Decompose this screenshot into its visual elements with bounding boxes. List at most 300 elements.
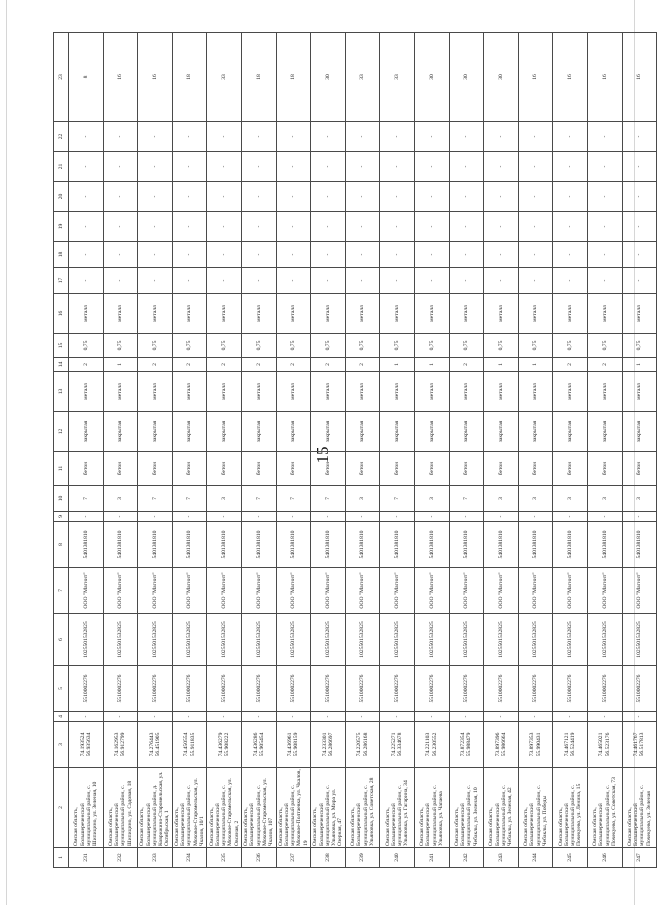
- table-cell: 5401381810: [449, 522, 484, 568]
- table-cell: ООО "Магнит": [622, 568, 657, 614]
- table-cell: -: [484, 182, 519, 212]
- table-cell: -: [484, 152, 519, 182]
- column-number-cell: 5: [54, 666, 69, 712]
- table-cell: металл: [172, 372, 207, 412]
- table-cell: 0,75: [518, 334, 553, 358]
- table-cell: 0,75: [449, 334, 484, 358]
- table-cell: -: [587, 712, 622, 722]
- table-cell: Омская область, Большереченский муниципальный район, с. Моховое-Старомельская, ул. Чкалов, 10/1: [172, 768, 207, 848]
- table-cell: -: [69, 182, 104, 212]
- table-cell: -: [69, 212, 104, 242]
- column-number-cell: 12: [54, 412, 69, 452]
- table-cell: 2: [172, 358, 207, 372]
- table-cell: 1: [414, 358, 449, 372]
- table-cell: металл: [207, 372, 242, 412]
- table-cell: 242: [449, 848, 484, 868]
- table-cell: -: [311, 182, 346, 212]
- table-cell: Омская область, Большереченский муниципальный район, с. Почекуево, ул. Зеленая: [622, 768, 657, 848]
- table-cell: -: [449, 512, 484, 522]
- table-cell: -: [587, 212, 622, 242]
- table-cell: 73.897353 55.990431: [518, 722, 553, 768]
- table-cell: бетон: [207, 452, 242, 486]
- table-cell: 5401381810: [172, 522, 207, 568]
- table-cell: -: [414, 182, 449, 212]
- table-cell: -: [587, 182, 622, 212]
- table-cell: 16: [138, 33, 173, 122]
- table-cell: 74.233301 56.286697: [311, 722, 346, 768]
- table-cell: -: [449, 242, 484, 268]
- table-cell: -: [69, 712, 104, 722]
- table-cell: Омская область, Большереченский муниципальный район, с. Ульяновка, ул. Мира ул. Озерная, 47: [311, 768, 346, 848]
- column-number-cell: 19: [54, 212, 69, 242]
- table-cell: -: [207, 268, 242, 294]
- table-cell: 1025501532825: [345, 614, 380, 666]
- table-cell: -: [553, 512, 588, 522]
- table-cell: 0,75: [587, 334, 622, 358]
- table-cell: -: [345, 512, 380, 522]
- table-cell: -: [518, 268, 553, 294]
- table-cell: 0,75: [69, 334, 104, 358]
- table-cell: закрытая: [553, 412, 588, 452]
- table-cell: металл: [622, 294, 657, 334]
- table-cell: 5510002276: [622, 666, 657, 712]
- table-cell: 0,75: [553, 334, 588, 358]
- table-cell: 7: [449, 486, 484, 512]
- table-cell: 7: [69, 486, 104, 512]
- table-cell: 239: [345, 848, 380, 868]
- table-cell: бетон: [311, 452, 346, 486]
- table-cell: -: [518, 242, 553, 268]
- table-cell: -: [172, 182, 207, 212]
- table-cell: 5510002276: [518, 666, 553, 712]
- table-cell: -: [587, 242, 622, 268]
- table-cell: металл: [587, 294, 622, 334]
- table-cell: 5510002276: [380, 666, 415, 712]
- table-cell: 5401381810: [414, 522, 449, 568]
- table-cell: 243: [484, 848, 519, 868]
- table-cell: -: [172, 268, 207, 294]
- column-number-cell: 23: [54, 33, 69, 122]
- table-cell: 5510002276: [172, 666, 207, 712]
- table-cell: 2: [345, 358, 380, 372]
- table-row: [518, 33, 553, 868]
- table-cell: 74.225271 56.334678: [380, 722, 415, 768]
- table-cell: металл: [103, 294, 138, 334]
- table-cell: -: [276, 212, 311, 242]
- table-cell: закрытая: [241, 412, 276, 452]
- table-cell: 3: [484, 486, 519, 512]
- table-cell: -: [138, 212, 173, 242]
- table-cell: Омская область, Большереченский муниципальный район, с. Почекуево, ул. Советская, 73: [587, 768, 622, 848]
- table-cell: ООО "Магнит": [241, 568, 276, 614]
- table-cell: бетон: [380, 452, 415, 486]
- table-cell: 1: [380, 358, 415, 372]
- table-cell: 2: [587, 358, 622, 372]
- table-cell: 233: [138, 848, 173, 868]
- table-cell: Омская область, Большереченский муниципальный район, с. Моховое-Старомельская, ул. Чкалов, 107: [241, 768, 276, 848]
- column-number-cell: 4: [54, 712, 69, 722]
- table-cell: -: [518, 512, 553, 522]
- table-cell: -: [449, 122, 484, 152]
- table-cell: 2: [449, 358, 484, 372]
- table-cell: бетон: [449, 452, 484, 486]
- table-cell: -: [207, 712, 242, 722]
- table-cell: металл: [138, 294, 173, 334]
- table-cell: бетон: [103, 452, 138, 486]
- table-row: [380, 33, 415, 868]
- table-cell: -: [69, 122, 104, 152]
- table-cell: -: [103, 512, 138, 522]
- table-cell: металл: [241, 294, 276, 334]
- table-cell: 5401381810: [69, 522, 104, 568]
- table-cell: -: [345, 152, 380, 182]
- table-cell: 74.450554 55.911835: [172, 722, 207, 768]
- table-cell: 18: [241, 33, 276, 122]
- table-cell: ООО "Магнит": [518, 568, 553, 614]
- table-cell: металл: [103, 372, 138, 412]
- column-number-cell: 21: [54, 152, 69, 182]
- table-cell: 74.276443 56.451905: [138, 722, 173, 768]
- table-cell: 5401381810: [587, 522, 622, 568]
- table-cell: бетон: [622, 452, 657, 486]
- table-cell: ООО "Магнит": [380, 568, 415, 614]
- table-cell: закрытая: [207, 412, 242, 452]
- table-cell: 2: [553, 358, 588, 372]
- table-cell: металл: [345, 294, 380, 334]
- table-cell: 3: [103, 486, 138, 512]
- table-cell: -: [241, 712, 276, 722]
- table-cell: -: [345, 712, 380, 722]
- table-cell: -: [553, 268, 588, 294]
- table-cell: -: [345, 122, 380, 152]
- table-cell: 1025501532825: [553, 614, 588, 666]
- table-cell: 1025501532825: [276, 614, 311, 666]
- table-cell: -: [622, 122, 657, 152]
- table-cell: металл: [345, 372, 380, 412]
- table-cell: -: [587, 268, 622, 294]
- table-cell: 2: [241, 358, 276, 372]
- table-cell: -: [207, 122, 242, 152]
- column-number-row: [54, 33, 69, 868]
- table-cell: 245: [553, 848, 588, 868]
- table-cell: 7: [380, 486, 415, 512]
- table-cell: 30: [484, 33, 519, 122]
- table-cell: закрытая: [138, 412, 173, 452]
- table-row: [207, 33, 242, 868]
- column-number-cell: 13: [54, 372, 69, 412]
- table-cell: 5401381810: [103, 522, 138, 568]
- table-cell: Омская область, Большереченский муниципальный район, д. Коврижино-Старомельская, ул. Октябрьская, 1: [138, 768, 173, 848]
- table-cell: -: [587, 152, 622, 182]
- table-cell: 0,75: [103, 334, 138, 358]
- table-cell: 74.221103 56.230552: [414, 722, 449, 768]
- table-cell: 1025501532825: [518, 614, 553, 666]
- table-cell: -: [69, 242, 104, 268]
- table-cell: 30: [311, 33, 346, 122]
- table-cell: Омская область, Большереченский муниципальный район, с. Моховое-Полтаевка, ул. Чкалов, 19: [277, 769, 309, 846]
- table-cell: -: [345, 268, 380, 294]
- table-cell: -: [138, 122, 173, 152]
- table-cell: 3: [518, 486, 553, 512]
- table-cell: металл: [380, 294, 415, 334]
- table-cell: 1: [622, 358, 657, 372]
- table-cell: 5510002276: [553, 666, 588, 712]
- table-cell: -: [380, 182, 415, 212]
- table-row: [449, 33, 484, 868]
- table-cell: 5401381810: [622, 522, 657, 568]
- table-cell: закрытая: [449, 412, 484, 452]
- table-cell: 5401381810: [276, 522, 311, 568]
- table-cell: -: [207, 212, 242, 242]
- table-cell: 5510002276: [449, 666, 484, 712]
- table-cell: 1025501532825: [587, 614, 622, 666]
- table-cell: ООО "Магнит": [484, 568, 519, 614]
- table-cell: -: [311, 122, 346, 152]
- column-number-cell: 8: [54, 522, 69, 568]
- table-cell: -: [138, 712, 173, 722]
- table-cell: металл: [276, 294, 311, 334]
- table-cell: 235: [207, 848, 242, 868]
- table-cell: закрытая: [622, 412, 657, 452]
- table-cell: 1025501532825: [622, 614, 657, 666]
- table-cell: 74.162953 56.912799: [103, 722, 138, 768]
- table-cell: -: [207, 152, 242, 182]
- table-cell: -: [587, 122, 622, 152]
- table-cell: -: [380, 242, 415, 268]
- table-cell: 1025501532825: [241, 614, 276, 666]
- table-cell: закрытая: [380, 412, 415, 452]
- table-cell: 5510002276: [103, 666, 138, 712]
- column-number-cell: 22: [54, 122, 69, 152]
- table-cell: бетон: [518, 452, 553, 486]
- table-cell: -: [172, 242, 207, 268]
- table-cell: металл: [449, 372, 484, 412]
- table-cell: 2: [311, 358, 346, 372]
- table-cell: 0,75: [414, 334, 449, 358]
- table-cell: -: [311, 712, 346, 722]
- table-cell: 237: [276, 848, 311, 868]
- table-cell: -: [241, 512, 276, 522]
- table-cell: -: [622, 152, 657, 182]
- table-cell: 5401381810: [553, 522, 588, 568]
- table-cell: -: [311, 152, 346, 182]
- column-number-cell: 1: [54, 848, 69, 868]
- table-cell: -: [103, 712, 138, 722]
- table-cell: -: [103, 268, 138, 294]
- table-cell: 74.436279 55.908222: [207, 722, 242, 768]
- table-cell: 74.461767 56.517813: [622, 722, 657, 768]
- table-cell: -: [484, 512, 519, 522]
- table-cell: 74.467121 56.524419: [553, 722, 588, 768]
- table-cell: закрытая: [69, 412, 104, 452]
- table-cell: ООО "Магнит": [449, 568, 484, 614]
- table-cell: ООО "Магнит": [103, 568, 138, 614]
- table-cell: 5510002276: [276, 666, 311, 712]
- table-cell: -: [172, 122, 207, 152]
- table-cell: 5510002276: [138, 666, 173, 712]
- table-cell: 234: [172, 848, 207, 868]
- table-cell: -: [380, 212, 415, 242]
- table-cell: -: [69, 512, 104, 522]
- table-cell: 246: [587, 848, 622, 868]
- table-cell: закрытая: [103, 412, 138, 452]
- table-cell: 18: [172, 33, 207, 122]
- table-cell: бетон: [276, 452, 311, 486]
- table-cell: 241: [414, 848, 449, 868]
- table-cell: -: [138, 242, 173, 268]
- table-cell: 232: [103, 848, 138, 868]
- table-cell: -: [138, 268, 173, 294]
- table-cell: 16: [518, 33, 553, 122]
- table-cell: металл: [241, 372, 276, 412]
- table-cell: -: [69, 152, 104, 182]
- column-number-cell: 14: [54, 358, 69, 372]
- table-cell: 3: [414, 486, 449, 512]
- table-cell: металл: [69, 372, 104, 412]
- table-cell: -: [518, 152, 553, 182]
- table-cell: -: [484, 242, 519, 268]
- table-cell: 2: [138, 358, 173, 372]
- table-row: [622, 33, 657, 868]
- table-cell: закрытая: [311, 412, 346, 452]
- column-number-cell: 3: [54, 722, 69, 768]
- table-cell: 1: [484, 358, 519, 372]
- table-cell: -: [103, 152, 138, 182]
- column-number-cell: 10: [54, 486, 69, 512]
- table-cell: -: [484, 268, 519, 294]
- table-cell: -: [241, 212, 276, 242]
- table-cell: 16: [103, 33, 138, 122]
- column-number-cell: 7: [54, 568, 69, 614]
- table-cell: бетон: [69, 452, 104, 486]
- table-cell: бетон: [553, 452, 588, 486]
- table-cell: 244: [518, 848, 553, 868]
- table-cell: 1025501532825: [449, 614, 484, 666]
- table-cell: 73.872354 55.988479: [449, 722, 484, 768]
- table-cell: 33: [380, 33, 415, 122]
- table-cell: -: [414, 122, 449, 152]
- table-cell: 1025501532825: [172, 614, 207, 666]
- table-cell: -: [414, 242, 449, 268]
- table-cell: 1: [103, 358, 138, 372]
- table-cell: 3: [207, 486, 242, 512]
- table-cell: -: [518, 212, 553, 242]
- table-cell: 74.220575 56.286168: [345, 722, 380, 768]
- table-cell: -: [380, 712, 415, 722]
- table-cell: -: [414, 152, 449, 182]
- table-cell: -: [518, 122, 553, 152]
- table-row: [484, 33, 519, 868]
- table-cell: 74.436961 55.908159: [276, 722, 311, 768]
- table-cell: -: [380, 512, 415, 522]
- table-row: [172, 33, 207, 868]
- table-cell: Омская область, Большереченский муниципальный район, с. Чебаклы, ул. Победы: [518, 768, 553, 848]
- table-cell: 1: [518, 358, 553, 372]
- table-cell: -: [553, 182, 588, 212]
- table-cell: -: [484, 712, 519, 722]
- table-cell: -: [207, 512, 242, 522]
- table-cell: -: [622, 242, 657, 268]
- table-cell: 73.897396 55.986664: [484, 722, 519, 768]
- table-cell: металл: [414, 294, 449, 334]
- table-cell: ООО "Магнит": [207, 568, 242, 614]
- table-cell: закрытая: [518, 412, 553, 452]
- table-cell: -: [172, 512, 207, 522]
- table-cell: металл: [518, 372, 553, 412]
- table-cell: 5401381810: [138, 522, 173, 568]
- table-cell: 0,75: [622, 334, 657, 358]
- table-cell: -: [553, 152, 588, 182]
- table-cell: 236: [241, 848, 276, 868]
- table-cell: 5401381810: [484, 522, 519, 568]
- table-cell: -: [484, 122, 519, 152]
- table-cell: 16: [553, 33, 588, 122]
- table-cell: 1025501532825: [311, 614, 346, 666]
- table-cell: 238: [311, 848, 346, 868]
- table-cell: 5510002276: [414, 666, 449, 712]
- table-cell: 5510002276: [345, 666, 380, 712]
- table-cell: 74.436286 55.905454: [241, 722, 276, 768]
- table-cell: -: [276, 182, 311, 212]
- table-cell: металл: [276, 372, 311, 412]
- table-cell: -: [69, 268, 104, 294]
- table-cell: Омская область, Большереченский муниципальный район, с. Шипицино, ул. Зеленая, 10: [69, 768, 104, 848]
- table-cell: металл: [449, 294, 484, 334]
- rotated-table-frame: [53, 33, 652, 868]
- table-row: [587, 33, 622, 868]
- table-cell: -: [276, 242, 311, 268]
- table-cell: -: [484, 212, 519, 242]
- table-cell: 0,75: [311, 334, 346, 358]
- table-cell: металл: [622, 372, 657, 412]
- table-cell: 18: [276, 33, 311, 122]
- table-cell: Омская область, Большереченский муниципальный район, с. Моховое-Старомельская, ул. Овсяная, 2: [207, 768, 242, 848]
- table-cell: бетон: [414, 452, 449, 486]
- table-cell: 5401381810: [380, 522, 415, 568]
- table-cell: закрытая: [484, 412, 519, 452]
- table-cell: металл: [484, 294, 519, 334]
- table-cell: -: [414, 712, 449, 722]
- table-cell: -: [622, 268, 657, 294]
- table-cell: -: [103, 182, 138, 212]
- table-cell: 1025501532825: [414, 614, 449, 666]
- table-row: [276, 33, 311, 868]
- table-cell: металл: [587, 372, 622, 412]
- scan-edge-left: [6, 0, 7, 905]
- table-cell: -: [241, 268, 276, 294]
- table-cell: 3: [345, 486, 380, 512]
- table-cell: ООО "Магнит": [414, 568, 449, 614]
- table-cell: -: [380, 268, 415, 294]
- table-cell: -: [587, 512, 622, 522]
- table-cell: -: [345, 242, 380, 268]
- table-cell: -: [103, 122, 138, 152]
- table-cell: 0,75: [345, 334, 380, 358]
- table-cell: закрытая: [345, 412, 380, 452]
- table-cell: ООО "Магнит": [138, 568, 173, 614]
- table-cell: -: [172, 212, 207, 242]
- table-cell: -: [311, 268, 346, 294]
- table-cell: бетон: [172, 452, 207, 486]
- table-cell: 5510002276: [587, 666, 622, 712]
- table-cell: 7: [172, 486, 207, 512]
- table-cell: 0,75: [484, 334, 519, 358]
- table-cell: 33: [207, 33, 242, 122]
- table-cell: -: [622, 182, 657, 212]
- table-cell: -: [553, 122, 588, 152]
- table-cell: 247: [622, 848, 657, 868]
- column-number-cell: 11: [54, 452, 69, 486]
